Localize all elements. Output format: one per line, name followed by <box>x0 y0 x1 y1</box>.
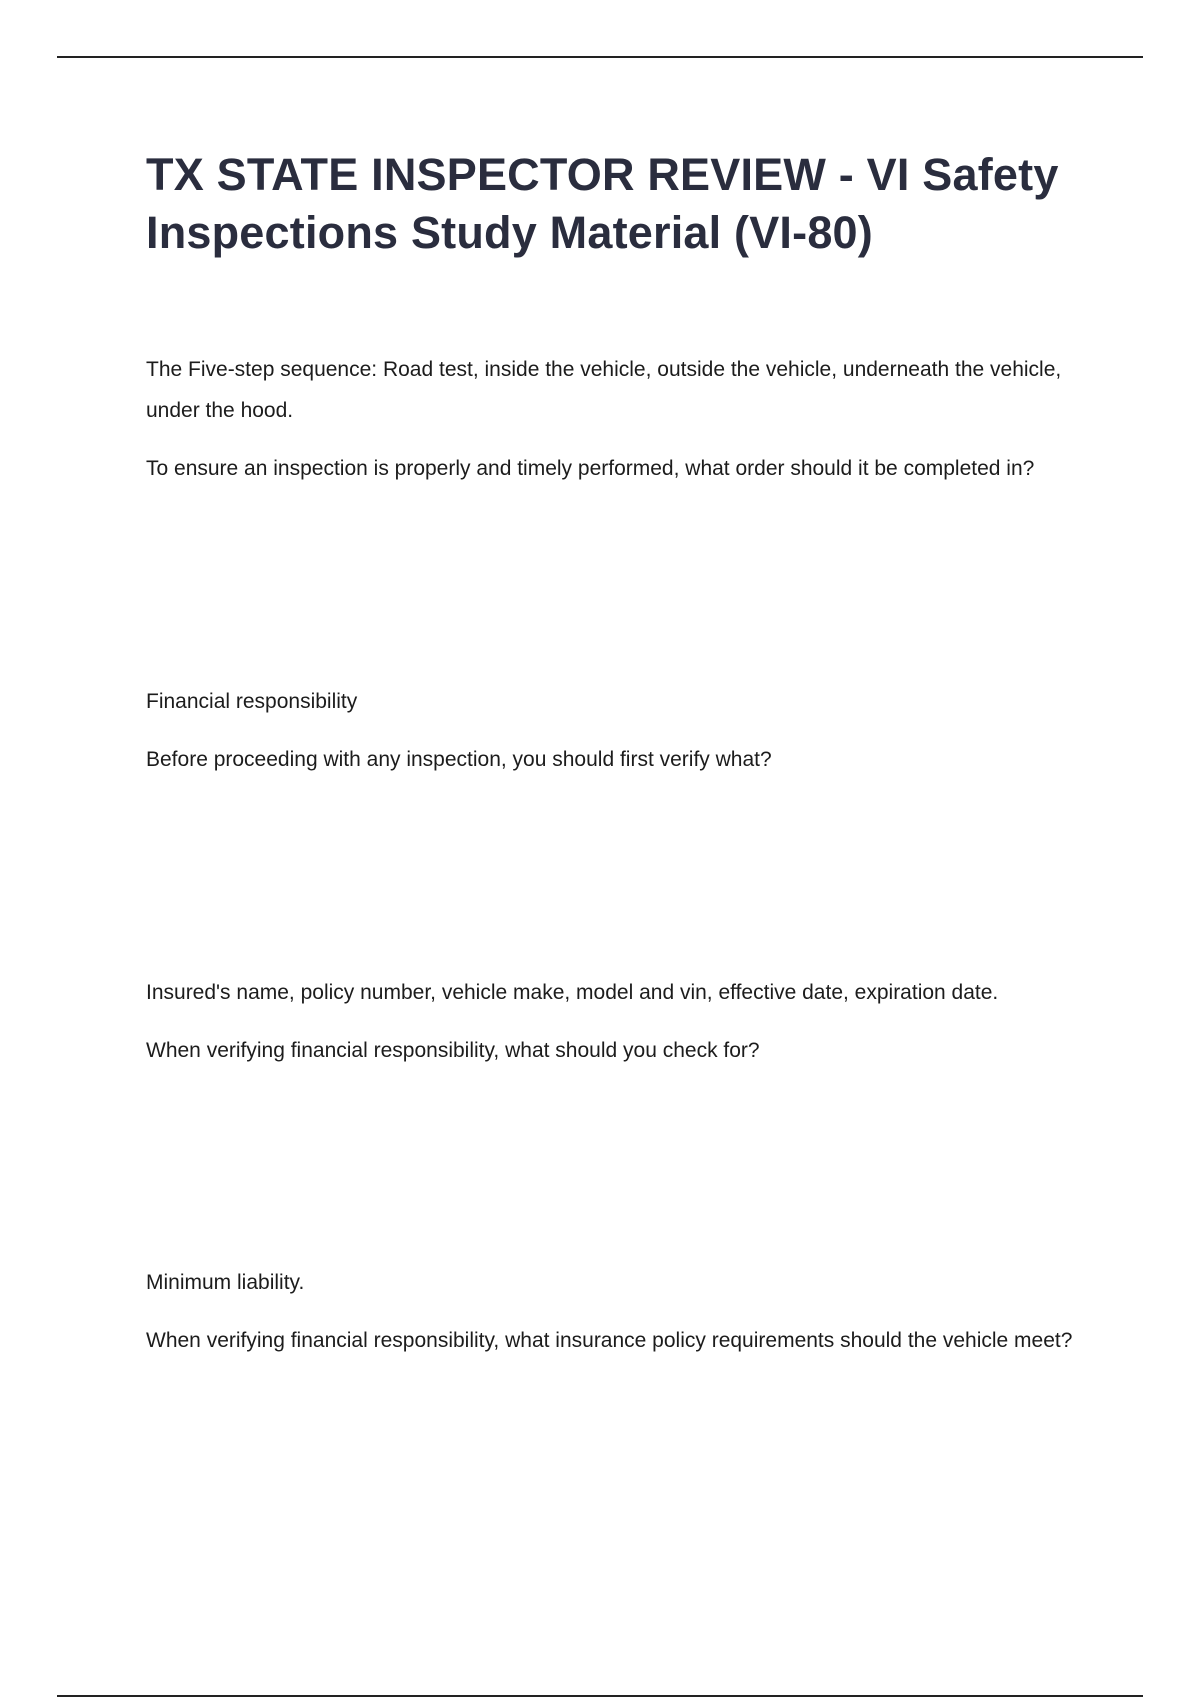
card-answer: Insured's name, policy number, vehicle make, model and vin, effective date, expiration date. <box>146 981 999 1004</box>
card-answer: Minimum liability. <box>146 1271 305 1294</box>
document-title: TX STATE INSPECTOR REVIEW - VI Safety Inspections Study Material (VI-80) <box>146 149 1059 258</box>
card-question: Before proceeding with any inspection, you should first verify what? <box>146 748 772 771</box>
top-divider <box>57 56 1143 58</box>
flashcard <box>146 681 1096 780</box>
flashcard <box>146 1262 1096 1361</box>
card-answer: Financial responsibility <box>146 690 358 713</box>
card-question: When verifying financial responsibility, what should you check for? <box>146 1039 760 1062</box>
flashcard <box>146 972 1096 1071</box>
card-question: To ensure an inspection is properly and timely performed, what order should it be completed in? <box>146 457 1035 480</box>
bottom-divider <box>57 1695 1143 1697</box>
card-answer: The Five-step sequence: Road test, inside the vehicle, outside the vehicle, underneath the vehicle, under the hood. <box>146 358 1062 422</box>
card-question: When verifying financial responsibility, what insurance policy requirements should the vehicle meet? <box>146 1329 1073 1352</box>
flashcard <box>146 349 1096 489</box>
